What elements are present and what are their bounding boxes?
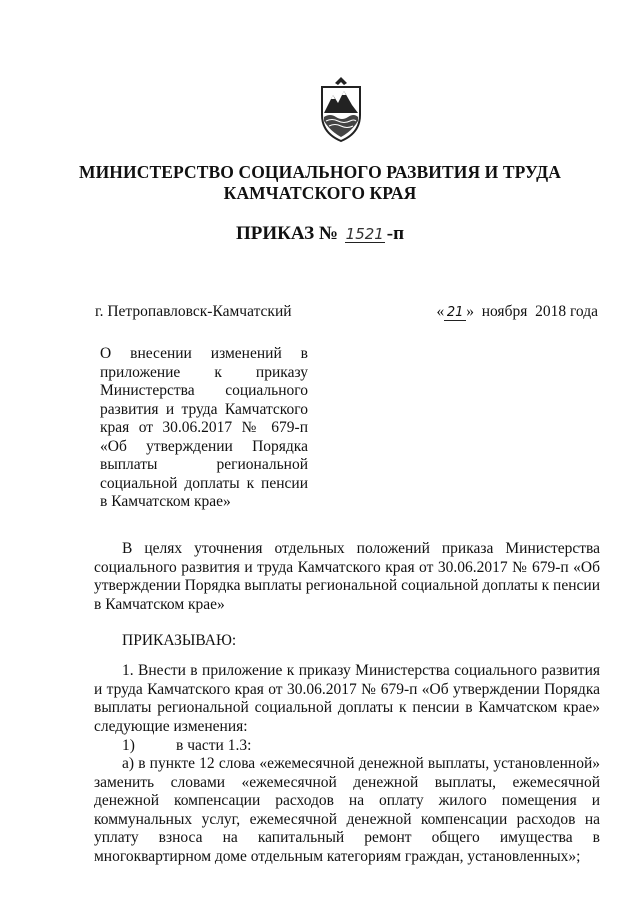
ministry-line-2: КАМЧАТСКОГО КРАЯ — [223, 183, 417, 203]
sub-item-1 — [94, 737, 600, 756]
clause-1-paragraph: 1. Внести в приложение к приказу Министерства социального развития и труда Камчатского края от 30.06.2017 № 679-п «Об утверждении Порядка выплаты региональной социальной доплаты к пенсии в Камчатском крае» следующие изменения: — [94, 662, 600, 735]
date-month-year: » ноября 2018 года — [466, 303, 598, 320]
date-open-quote: « — [436, 303, 445, 320]
sub-item-1-text: в части 1.3: — [176, 737, 252, 754]
order-prefix: ПРИКАЗ № — [235, 223, 339, 244]
preamble-paragraph: В целях уточнения отдельных положений приказа Министерства социального развития и труда Камчатского края от 30.06.2017 № 679-п «Об утверждении Порядка выплаты региональной социальной доплаты к пенсии в Камчатском крае» — [94, 540, 600, 613]
place-of-issue: г. Петропавловск-Камчатский — [95, 303, 292, 320]
coat-of-arms-icon — [316, 75, 366, 143]
sub-item-a: а) в пункте 12 слова «ежемесячной денежной выплаты, установленной» заменить словами «ежемесячной денежной выплаты, ежемесячной денежной компенсации расходов на оплату жилого помещения и коммунальных услуг, ежемесячной денежной компенсации расходов на уплату взноса на капитальный ремонт общего имущества в многоквартирном доме отдельным категориям граждан, установленных»; — [94, 755, 600, 865]
sub-item-1-number: 1) — [122, 737, 135, 754]
order-title — [0, 223, 640, 245]
order-date — [436, 303, 598, 321]
orders-heading: ПРИКАЗЫВАЮ: — [122, 632, 237, 649]
order-number: 1521 — [345, 225, 384, 243]
date-day: 21 — [444, 305, 466, 321]
order-suffix: -п — [386, 223, 405, 244]
ministry-line-1: МИНИСТЕРСТВО СОЦИАЛЬНОГО РАЗВИТИЯ И ТРУДА — [78, 162, 562, 182]
order-subject: О внесении изменений в приложение к приказу Министерства социального развития и труда Камчатского края от 30.06.2017 № 679-п «Об утверждении Порядка выплаты региональной социальной доплаты к пенсии в Камчатском крае» — [100, 345, 308, 510]
ministry-name — [0, 162, 640, 204]
